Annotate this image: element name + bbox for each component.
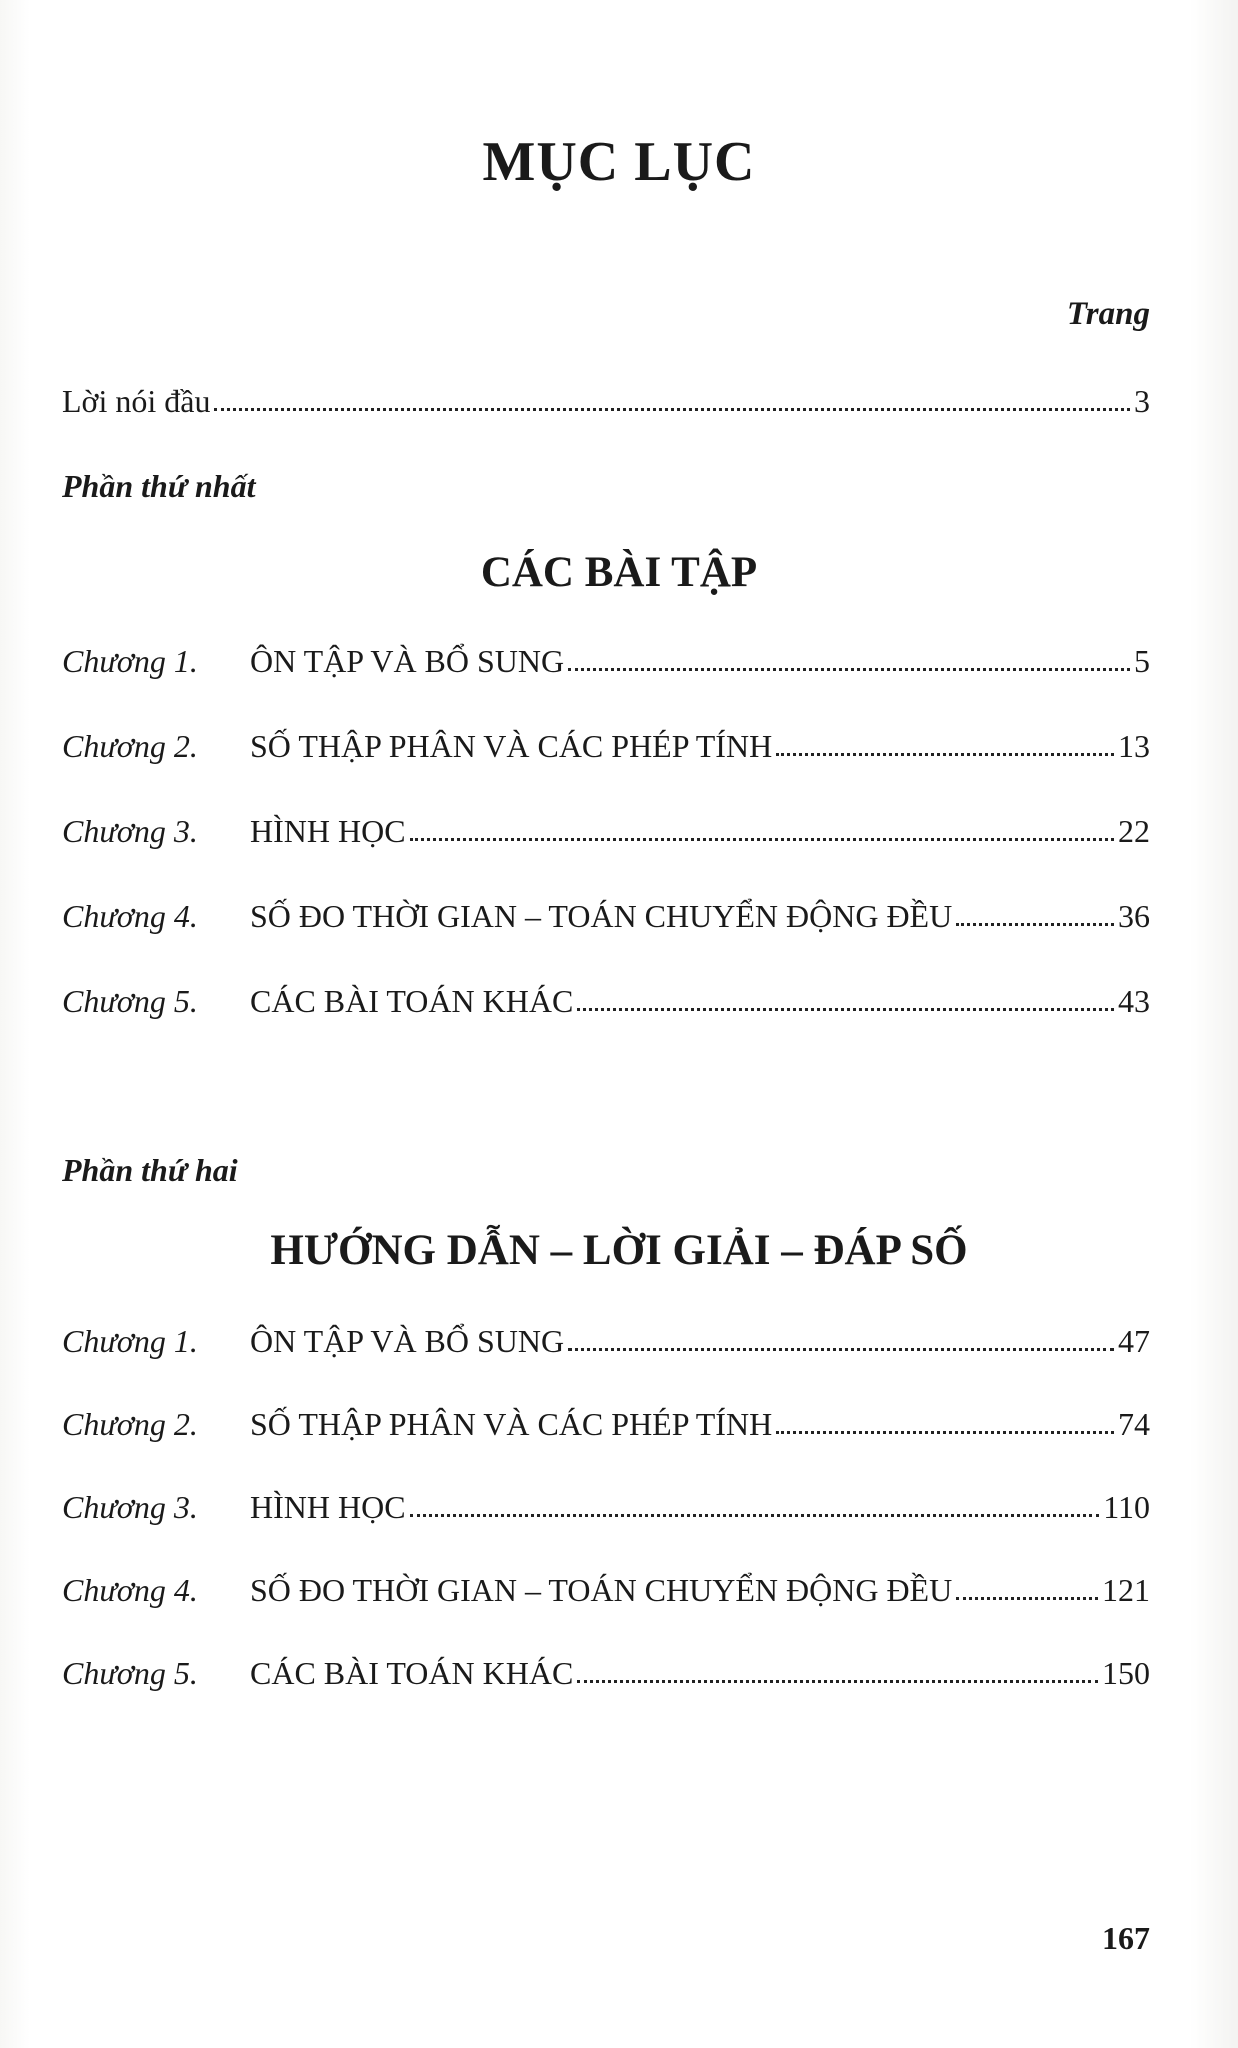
- toc-row: [62, 1642, 1150, 1692]
- toc-row: [62, 970, 1150, 1020]
- chapter-page: 36: [1118, 898, 1150, 934]
- dot-leader: [568, 1348, 1114, 1351]
- toc-row: [62, 630, 1150, 680]
- dot-leader: [214, 408, 1130, 411]
- preface-label: Lời nói đầu: [62, 383, 211, 419]
- page-title: MỤC LỤC: [482, 131, 756, 193]
- chapter-number: Chương 3.: [62, 1489, 198, 1525]
- chapter-page: 13: [1118, 728, 1150, 764]
- toc-row-preface: [62, 370, 1150, 420]
- chapter-number: Chương 4.: [62, 1572, 198, 1608]
- dot-leader: [956, 1597, 1098, 1600]
- chapter-number: Chương 5.: [62, 983, 198, 1019]
- toc-row: [62, 1310, 1150, 1360]
- chapter-page: 110: [1103, 1489, 1150, 1525]
- toc-row: [62, 1476, 1150, 1526]
- chapter-page: 5: [1134, 643, 1150, 679]
- toc-row: [62, 1559, 1150, 1609]
- dot-leader: [776, 753, 1114, 756]
- dot-leader: [577, 1680, 1098, 1683]
- part2-label: Phần thứ hai: [62, 1152, 238, 1188]
- dot-leader: [776, 1431, 1114, 1434]
- chapter-title: SỐ ĐO THỜI GIAN – TOÁN CHUYỂN ĐỘNG ĐỀU: [250, 1572, 953, 1608]
- dot-leader: [577, 1008, 1114, 1011]
- chapter-title: ÔN TẬP VÀ BỔ SUNG: [250, 643, 565, 679]
- chapter-title: CÁC BÀI TOÁN KHÁC: [250, 983, 574, 1019]
- chapter-number: Chương 3.: [62, 813, 198, 849]
- chapter-page: 22: [1118, 813, 1150, 849]
- toc-row: [62, 1393, 1150, 1443]
- toc-row: [62, 885, 1150, 935]
- chapter-page: 121: [1102, 1572, 1150, 1608]
- chapter-title: ÔN TẬP VÀ BỔ SUNG: [250, 1323, 565, 1359]
- dot-leader: [410, 1514, 1100, 1517]
- toc-row: [62, 715, 1150, 765]
- chapter-page: 74: [1118, 1406, 1150, 1442]
- chapter-title: HÌNH HỌC: [250, 1489, 406, 1525]
- dot-leader: [956, 923, 1114, 926]
- chapter-page: 43: [1118, 983, 1150, 1019]
- page-column-label: Trang: [1066, 296, 1150, 332]
- chapter-number: Chương 2.: [62, 1406, 198, 1442]
- dot-leader: [410, 838, 1114, 841]
- chapter-number: Chương 4.: [62, 898, 198, 934]
- part1-heading: CÁC BÀI TẬP: [480, 549, 758, 596]
- part1-label: Phần thứ nhất: [62, 468, 256, 504]
- page-number: 167: [1102, 1920, 1150, 1956]
- preface-page: 3: [1134, 383, 1150, 419]
- chapter-page: 150: [1102, 1655, 1150, 1691]
- part2-heading: HƯỚNG DẪN – LỜI GIẢI – ĐÁP SỐ: [270, 1227, 968, 1274]
- chapter-title: SỐ THẬP PHÂN VÀ CÁC PHÉP TÍNH: [250, 728, 773, 764]
- toc-row: [62, 800, 1150, 850]
- chapter-title: SỐ THẬP PHÂN VÀ CÁC PHÉP TÍNH: [250, 1406, 773, 1442]
- chapter-title: SỐ ĐO THỜI GIAN – TOÁN CHUYỂN ĐỘNG ĐỀU: [250, 898, 953, 934]
- chapter-page: 47: [1118, 1323, 1150, 1359]
- dot-leader: [568, 668, 1130, 671]
- chapter-number: Chương 1.: [62, 643, 198, 679]
- chapter-number: Chương 5.: [62, 1655, 198, 1691]
- chapter-title: CÁC BÀI TOÁN KHÁC: [250, 1655, 574, 1691]
- chapter-number: Chương 1.: [62, 1323, 198, 1359]
- chapter-title: HÌNH HỌC: [250, 813, 406, 849]
- chapter-number: Chương 2.: [62, 728, 198, 764]
